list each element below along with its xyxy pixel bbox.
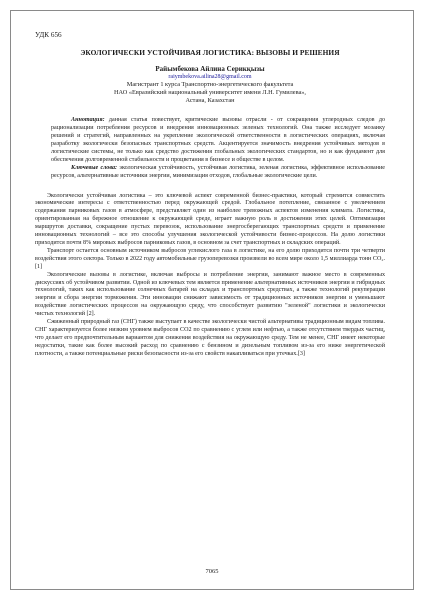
- keywords-label: Ключевые слова:: [71, 164, 118, 171]
- page-number: 7065: [205, 568, 219, 575]
- keywords-text: экологическая устойчивость, устойчивая логистика, зеленая логистика, эффективное использование ресурсов, альтернативные источники энергии, минимизация отходов, глобальные экологические цели.: [51, 164, 385, 179]
- abstract-text: данная статья повествует, критические вызовы отрасли - от сокращения углеродных следов до рационализации потребления ресурсов и внедрения инновационных зеленых технологий. Она также исследует мозаику решений и стратегий, направленных на укрепление экологической ответственности в логистических операциях, включая разработку экологически безопасных транспортных средств. Акцентируется значимость внедрения устойчивых методов в логистические системы, не только как средство достижения глобальных экологических стандартов, но и как фундамент для обеспечения долговременной стабильности и процветания в бизнесе и обществе в целом.: [51, 117, 385, 163]
- paper-title: ЭКОЛОГИЧЕСКИ УСТОЙЧИВАЯ ЛОГИСТИКА: ВЫЗОВЫ И РЕШЕНИЯ: [80, 48, 340, 57]
- author-email: raiymbekova.ailina28@gmail.com: [168, 74, 252, 80]
- keywords: [35, 165, 385, 181]
- abstract: [35, 117, 385, 164]
- affiliation-line: Магистрант 1 курса Транспортно-энергетического факультета: [126, 81, 294, 88]
- author-name: Райымбекова Айлина Серикқызы: [155, 65, 265, 73]
- body-paragraph: Сжиженный природный газ (СНГ) также выступает в качестве экологически чистой альтернативы традиционным видам топлива. СНГ характеризуется более низким уровнем выбросов CO2 по сравнению с углем или нефтью, а также отсутствием твердых частиц, что делает его предпочтительным вариантом для снижения воздействия на окружающую среду. Тем не менее, СНГ имеет некоторые недостатки, такие как более высокий расход по сравнению с бензином и дизельным топливом из-за его ниже энергетической плотности, а также потенциальные риски безопасности из-за его свойств накапливаться при утечках.[3]: [35, 319, 385, 357]
- body-paragraph: Транспорт остается основным источником выбросов углекислого газа в логистике, на его долю приходится почти три четверти воздействия этого сектора. Только в 2022 году автомобильные грузоперевозки произвели во всем мире около 1,5 миллиарда тонн CO₂.[1]: [35, 247, 385, 270]
- body-text: [35, 193, 385, 359]
- paper-page: [10, 10, 414, 590]
- abstract-label: Аннотация:: [71, 117, 105, 124]
- udk-code: УДК 656: [35, 31, 62, 39]
- author-affiliation: [35, 81, 385, 105]
- affiliation-line: НАО «Евразийский национальный университет имени Л.Н. Гумилева»,: [113, 89, 306, 97]
- body-paragraph: Экологические вызовы в логистике, включая выбросы и потребление энергии, занимают важное место в современных дискуссиях об устойчивом развитии. Одной из ключевых тем является применение альтернативных источников энергии и гибридных технологий, таких как использование солнечных батарей на складах и транспортных средствах, а также технологий рекуперации энергии и сбора энергии торможения. Эти инновации снижают зависимость от традиционных источников энергии и уменьшают воздействие логистических процессов на окружающую среду, что способствует развитию "зеленой" логистики и экологически чистых технологий [2].: [35, 271, 385, 318]
- body-paragraph: Экологически устойчивая логистика – это ключевой аспект современной бизнес-практики, который стремится совместить экономические интересы с ответственностью перед окружающей средой. Глобальное потепление, связанное с увеличением содержания парниковых газов в атмосфере, представляет один из наиболее тревожных аспектов изменения климата. Логистика, ориентированная на бережное отношение к окружающей среде, играет важную роль в достижении этих целей. Оптимизация маршрутов доставки, сокращение пустых перевозок, использование энергосберегающих транспортных средств и применение инновационных технологий – все это способы улучшения экологической устойчивости бизнес-процессов. На долю логистики приходится почти 8% мировых выбросов парниковых газов, в основном за счет транспортных и складских операций.: [35, 192, 385, 246]
- affiliation-line: Астана, Казахстан: [185, 97, 235, 105]
